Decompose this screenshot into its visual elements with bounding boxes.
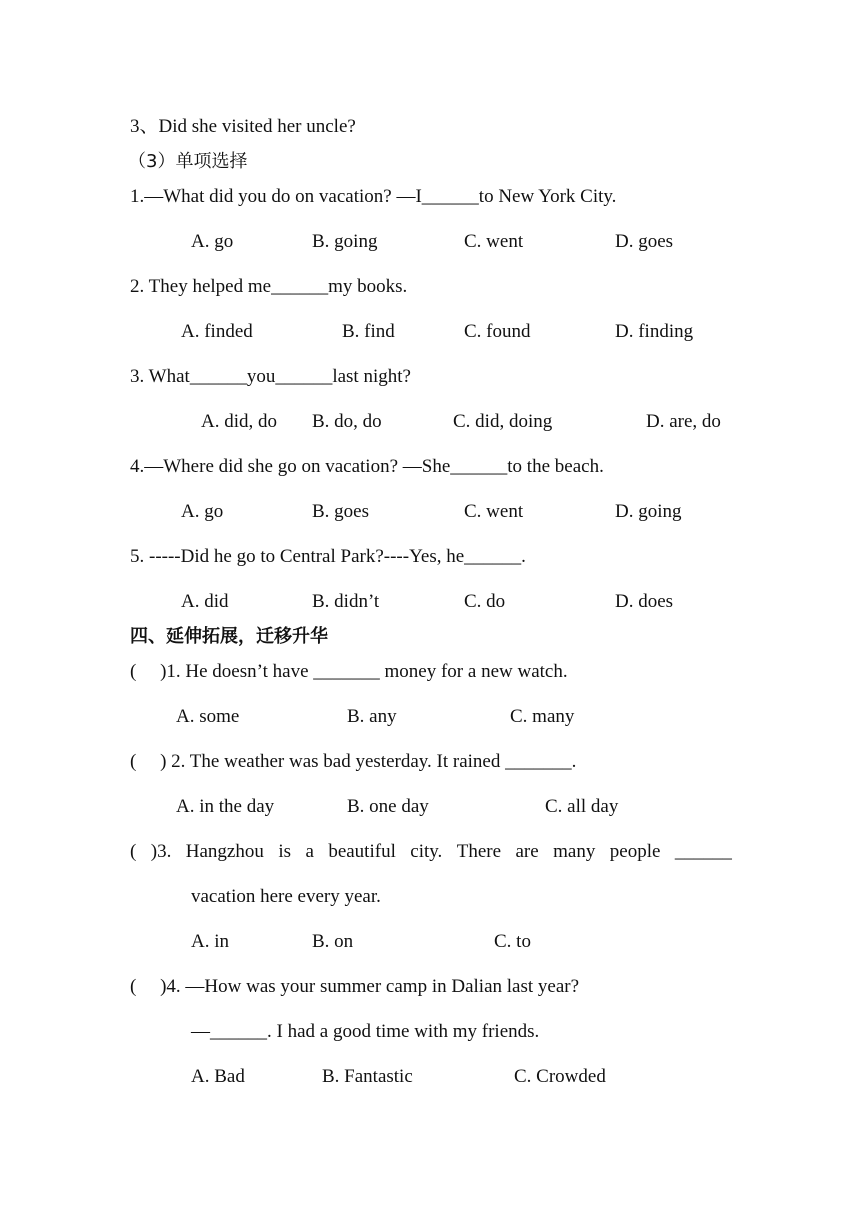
ext2-option-b[interactable]: B. one day (347, 796, 429, 817)
mc5-option-d[interactable]: D. does (615, 591, 674, 612)
ext-question-1: ( )1. He doesn’t have _______ money for a new watch. (130, 661, 568, 682)
mc4-option-b[interactable]: B. goes (312, 501, 369, 522)
mc4-option-c[interactable]: C. went (464, 501, 524, 522)
mc-question-3: 3. What______you______last night? (130, 366, 411, 387)
section3-heading: （3）单项选择 (128, 151, 248, 172)
ext1-option-b[interactable]: B. any (347, 706, 397, 727)
mc1-option-d[interactable]: D. goes (615, 231, 674, 252)
mc1-option-a[interactable]: A. go (191, 231, 234, 252)
ext3-option-a[interactable]: A. in (191, 931, 229, 952)
mc-question-5: 5. -----Did he go to Central Park?----Yes, he______. (130, 546, 526, 567)
mc3-option-c[interactable]: C. did, doing (453, 411, 553, 432)
mc-question-4: 4.—Where did she go on vacation? —She______to the beach. (130, 456, 604, 477)
mc2-option-d[interactable]: D. finding (615, 321, 694, 342)
section4-heading: 四、延伸拓展，迁移升华 (130, 626, 328, 647)
ext-question-4-response: —______. I had a good time with my friends. (191, 1021, 540, 1042)
prev-question: 3、Did she visited her uncle? (130, 116, 356, 137)
mc3-option-b[interactable]: B. do, do (312, 411, 382, 432)
mc2-option-b[interactable]: B. find (342, 321, 395, 342)
mc1-option-c[interactable]: C. went (464, 231, 524, 252)
ext4-option-b[interactable]: B. Fantastic (322, 1066, 413, 1087)
ext4-option-a[interactable]: A. Bad (191, 1066, 245, 1087)
ext-question-3-continued: vacation here every year. (191, 886, 381, 907)
mc-question-1: 1.—What did you do on vacation? —I______to New York City. (130, 186, 617, 207)
mc1-option-b[interactable]: B. going (312, 231, 378, 252)
mc3-option-a[interactable]: A. did, do (201, 411, 277, 432)
mc3-option-d[interactable]: D. are, do (646, 411, 721, 432)
mc4-option-a[interactable]: A. go (181, 501, 224, 522)
ext4-option-c[interactable]: C. Crowded (514, 1066, 606, 1087)
mc5-option-b[interactable]: B. didn’t (312, 591, 380, 612)
ext-question-4: ( )4. —How was your summer camp in Dalian last year? (130, 976, 580, 997)
ext3-option-c[interactable]: C. to (494, 931, 531, 952)
ext2-option-a[interactable]: A. in the day (176, 796, 275, 817)
ext-question-3: ( )3. Hangzhou is a beautiful city. There are many people ______ (130, 841, 732, 862)
ext1-option-a[interactable]: A. some (176, 706, 240, 727)
ext-question-2: ( ) 2. The weather was bad yesterday. It rained _______. (130, 751, 577, 772)
mc5-option-a[interactable]: A. did (181, 591, 229, 612)
ext1-option-c[interactable]: C. many (510, 706, 575, 727)
mc5-option-c[interactable]: C. do (464, 591, 506, 612)
mc2-option-c[interactable]: C. found (464, 321, 531, 342)
ext3-option-b[interactable]: B. on (312, 931, 354, 952)
mc2-option-a[interactable]: A. finded (181, 321, 253, 342)
ext2-option-c[interactable]: C. all day (545, 796, 619, 817)
mc4-option-d[interactable]: D. going (615, 501, 682, 522)
mc-question-2: 2. They helped me______my books. (130, 276, 408, 297)
